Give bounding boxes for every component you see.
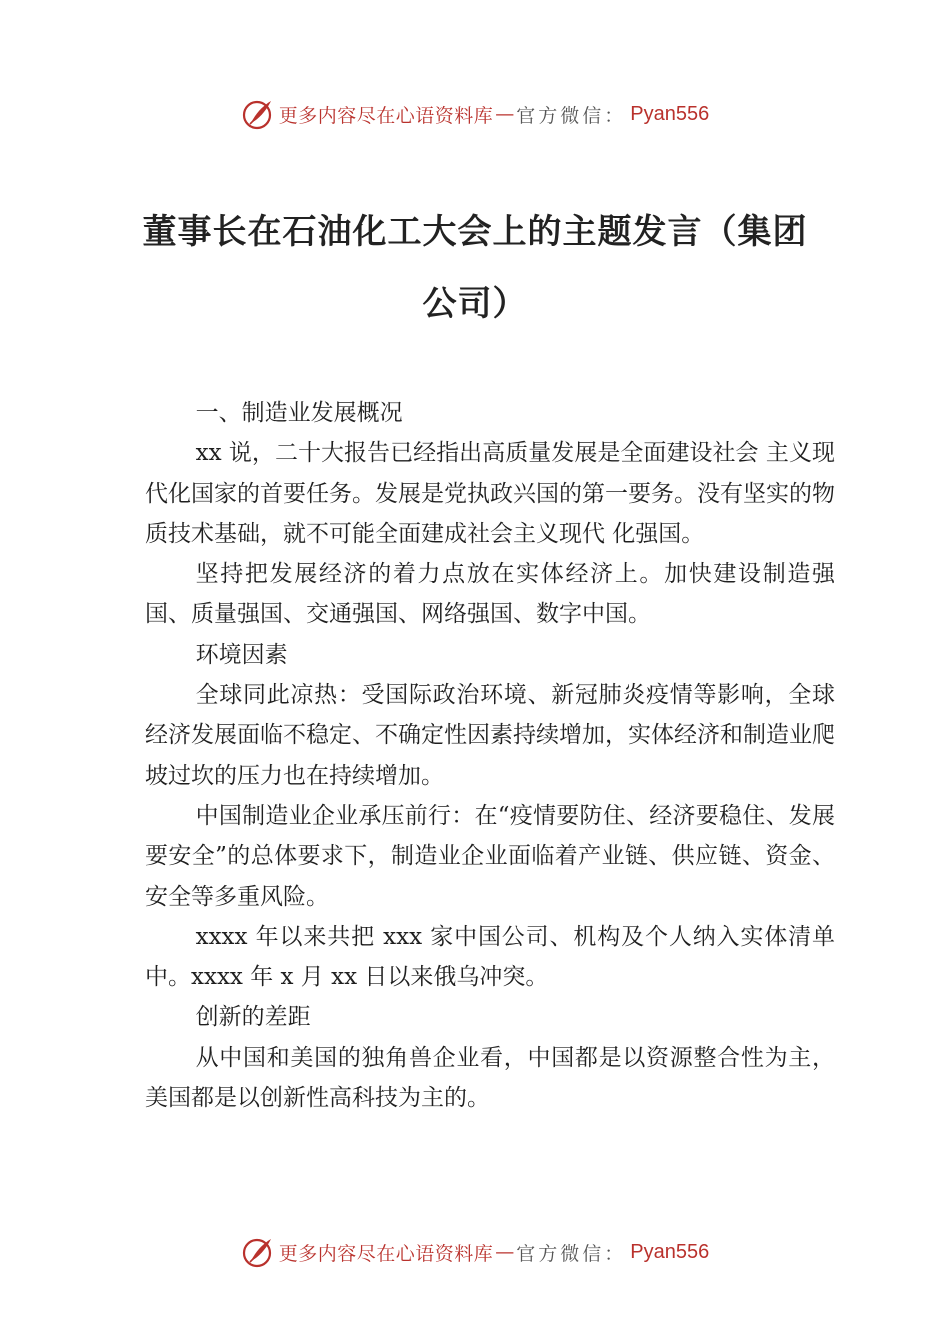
footer-banner — [0, 1232, 950, 1272]
section-heading: 环境因素 — [195, 641, 288, 668]
body-paragraph: 坚持把发展经济的着力点放在实体经济上。加快建设制造强国、质量强国、交通强国、网络强国、数字中国。 — [145, 561, 835, 628]
body-paragraph: xx 说，二十大报告已经指出高质量发展是全面建设社会 主义现代化国家的首要任务。发展是党执政兴国的第一要务。没有坚实的物质技术基础，就不可能全面建成社会主义现代 化强国。 — [145, 440, 835, 547]
body-paragraph: xxxx 年以来共把 xxx 家中国公司、机构及个人纳入实体清单中。xxxx 年 x 月 xx 日以来俄乌冲突。 — [145, 923, 835, 991]
banner-dash: — — [495, 103, 515, 125]
banner-text: 更多内容尽在心语资料库 — [278, 1242, 494, 1265]
document-body — [145, 393, 835, 1118]
document-title: 董事长在石油化工大会上的主题发言（集团公司） — [142, 212, 808, 324]
quill-logo-icon — [241, 97, 275, 131]
banner-dash: — — [495, 1241, 515, 1263]
quill-logo-icon — [241, 1235, 275, 1269]
banner-text: 更多内容尽在心语资料库 — [278, 104, 494, 127]
banner-wechat-label: 官方微信： — [516, 1242, 627, 1265]
section-heading: 创新的差距 — [195, 1004, 311, 1031]
body-paragraph: 中国制造业企业承压前行：在“疫情要防住、经济要稳住、发展要安全”的总体要求下，制造业企业面临着产业链、供应链、资金、安全等多重风险。 — [145, 802, 835, 910]
header-banner — [0, 94, 950, 134]
body-paragraph: 全球同此凉热：受国际政治环境、新冠肺炎疫情等影响，全球经济发展面临不稳定、不确定性因素持续增加，实体经济和制造业爬坡过坎的压力也在持续增加。 — [145, 682, 835, 789]
banner-wechat-id: Pyan556 — [630, 102, 710, 125]
banner-wechat-id: Pyan556 — [630, 1240, 710, 1263]
section-heading: 一、制造业发展概况 — [195, 400, 403, 426]
banner-wechat-label: 官方微信： — [516, 104, 627, 127]
body-paragraph: 从中国和美国的独角兽企业看，中国都是以资源整合性为主，美国都是以创新性高科技为主的。 — [145, 1044, 835, 1112]
